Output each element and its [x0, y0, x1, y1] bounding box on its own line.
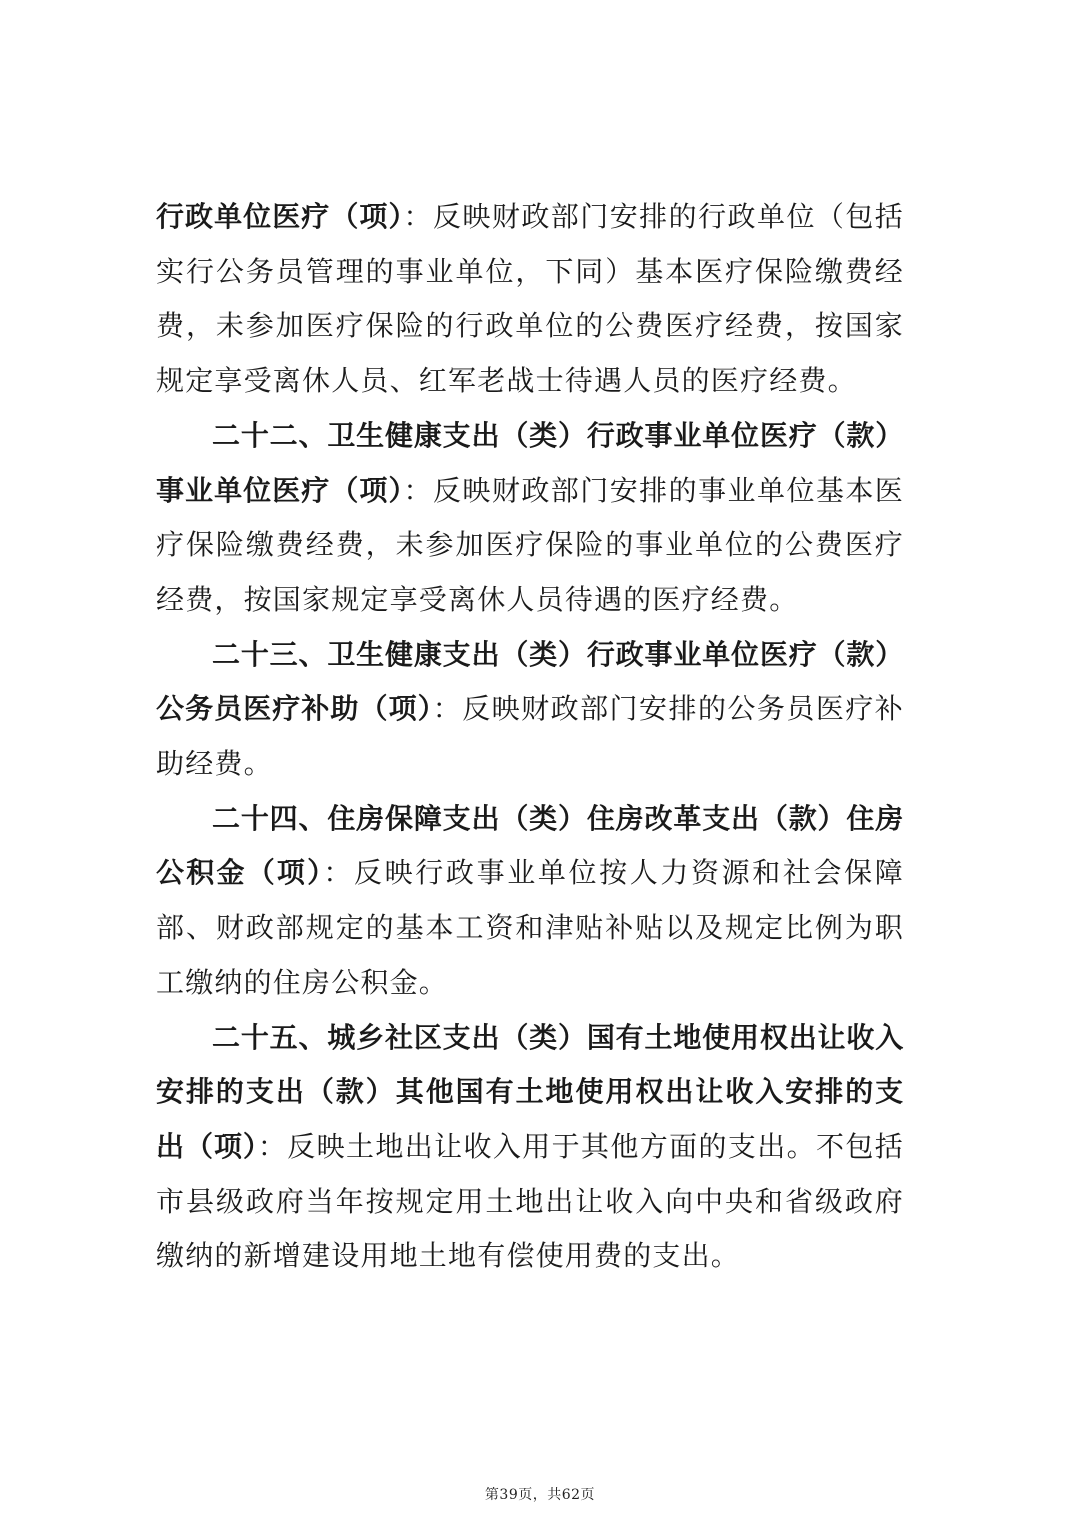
paragraph-heading: 二十四、住房保障支出（类）住房改革支出（款）住房公积金（项）	[156, 801, 904, 890]
paragraph-body: ：反映财政部门安排的公务员医疗补助经费。	[156, 692, 904, 781]
paragraph-item-25	[156, 1011, 904, 1285]
paragraph-body: ：反映行政事业单位按人力资源和社会保障部、财政部规定的基本工资和津贴补贴以及规定比例为职工缴纳的住房公积金。	[156, 856, 904, 999]
paragraph-item-22	[156, 409, 904, 628]
paragraph-heading: 二十五、城乡社区支出（类）国有土地使用权出让收入安排的支出（款）其他国有土地使用权出让收入安排的支出（项）	[156, 1020, 904, 1163]
paragraph-admin-unit-medical	[156, 190, 904, 409]
paragraph-body: ：反映财政部门安排的行政单位（包括实行公务员管理的事业单位，下同）基本医疗保险缴费经费，未参加医疗保险的行政单位的公费医疗经费，按国家规定享受离休人员、红军老战士待遇人员的医疗经费。	[156, 200, 905, 398]
paragraph-item-24	[156, 792, 904, 1011]
paragraph-heading: 二十二、卫生健康支出（类）行政事业单位医疗（款）事业单位医疗（项）	[156, 418, 904, 507]
paragraph-item-23	[156, 628, 904, 792]
document-page	[156, 190, 904, 1284]
paragraph-body: ：反映土地出让收入用于其他方面的支出。不包括市县级政府当年按规定用土地出让收入向中央和省级政府缴纳的新增建设用地土地有偿使用费的支出。	[156, 1129, 904, 1273]
page-number-footer: 第39页，共62页	[484, 1487, 596, 1503]
paragraph-heading: 二十三、卫生健康支出（类）行政事业单位医疗（款）公务员医疗补助（项）	[156, 637, 904, 726]
paragraph-heading: 行政单位医疗（项）	[156, 200, 404, 233]
paragraph-body: ：反映财政部门安排的事业单位基本医疗保险缴费经费，未参加医疗保险的事业单位的公费医疗经费，按国家规定享受离休人员待遇的医疗经费。	[156, 473, 905, 616]
